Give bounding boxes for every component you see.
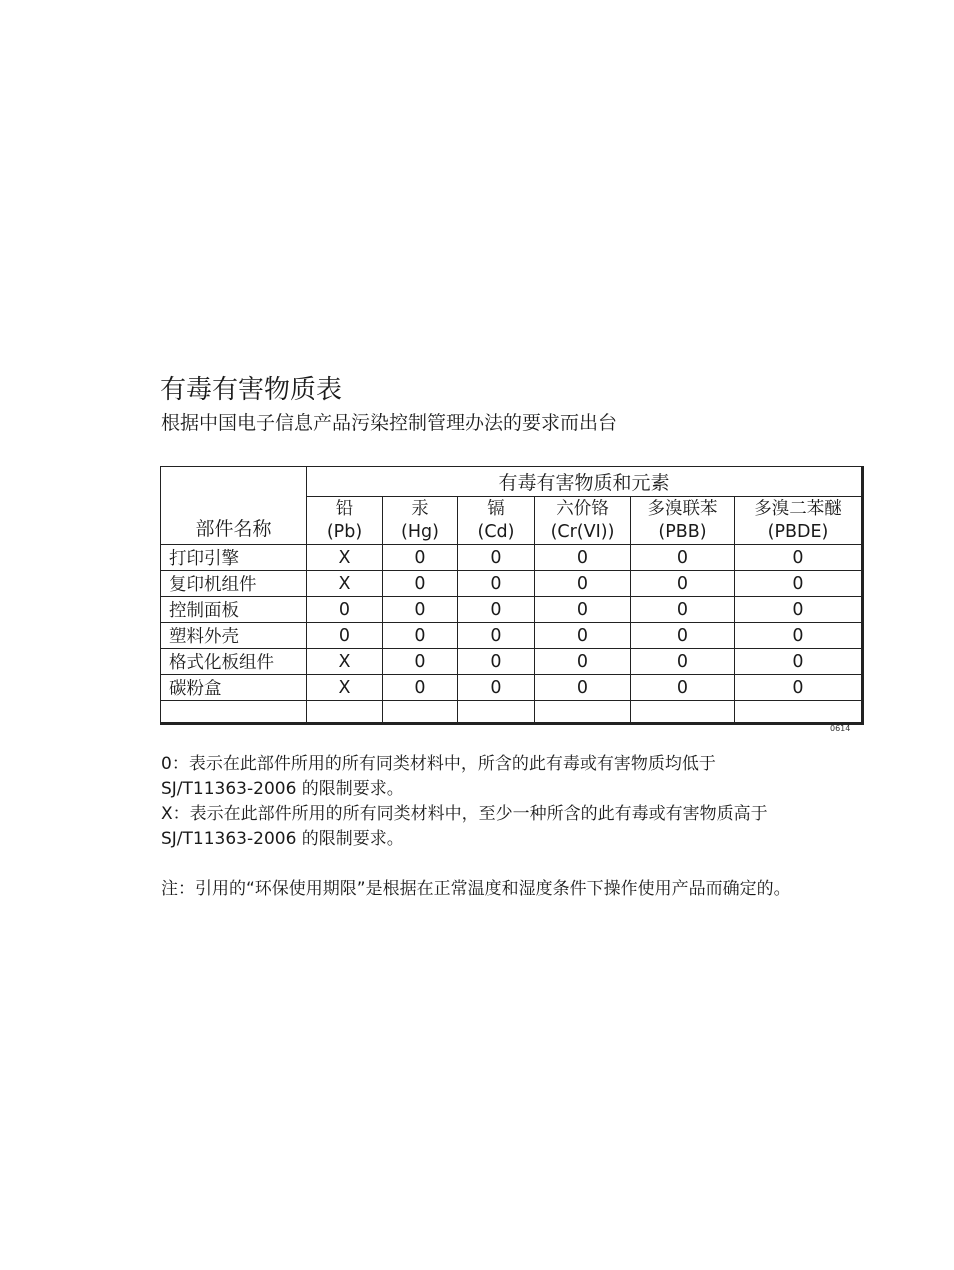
value-cell: 0 — [535, 623, 631, 649]
empty-cell — [458, 701, 535, 724]
empty-cell — [631, 701, 735, 724]
element-cn: 镉 — [487, 498, 505, 519]
value-cell: 0 — [383, 597, 458, 623]
value-cell: 0 — [631, 545, 735, 571]
element-header-pbb — [631, 497, 735, 545]
element-symbol: (PBDE) — [767, 521, 829, 542]
footnote: 注：引用的“环保使用期限”是根据在正常温度和湿度条件下操作使用产品而确定的。 — [161, 879, 791, 899]
value-cell: 0 — [458, 649, 535, 675]
header-row-group — [161, 467, 863, 497]
notes-spacer — [161, 852, 791, 877]
value-cell: 0 — [307, 597, 383, 623]
value-cell: 0 — [631, 675, 735, 701]
empty-cell — [735, 701, 863, 724]
element-header-mercury — [383, 497, 458, 545]
value-cell: 0 — [535, 545, 631, 571]
value-cell: 0 — [631, 649, 735, 675]
value-cell: 0 — [307, 623, 383, 649]
element-cn: 多溴二苯醚 — [754, 498, 842, 519]
element-symbol: (Cd) — [477, 521, 515, 542]
value-cell: 0 — [735, 675, 863, 701]
hazardous-substances-table — [160, 466, 864, 725]
value-cell: 0 — [631, 597, 735, 623]
value-cell: 0 — [458, 675, 535, 701]
part-name-cell: 塑料外壳 — [161, 623, 307, 649]
element-cn: 铅 — [335, 498, 354, 519]
empty-cell — [535, 701, 631, 724]
element-symbol: (Cr(VI)) — [550, 521, 615, 542]
page-subtitle: 根据中国电子信息产品污染控制管理办法的要求而出台 — [161, 412, 618, 434]
value-cell: 0 — [631, 571, 735, 597]
value-cell: 0 — [383, 545, 458, 571]
value-cell: 0 — [383, 675, 458, 701]
value-cell: 0 — [535, 597, 631, 623]
value-cell: 0 — [535, 675, 631, 701]
note-x-line1: X：表示在此部件所用的所有同类材料中，至少一种所含的此有毒或有害物质高于 — [161, 804, 768, 824]
table-row — [161, 571, 863, 597]
value-cell: 0 — [383, 649, 458, 675]
part-name-cell: 碳粉盒 — [161, 675, 307, 701]
value-cell: 0 — [631, 623, 735, 649]
table-row — [161, 597, 863, 623]
value-cell: 0 — [458, 597, 535, 623]
value-cell: 0 — [735, 649, 863, 675]
value-cell: 0 — [535, 649, 631, 675]
table-row — [161, 545, 863, 571]
element-header-chromium — [535, 497, 631, 545]
document-code: 0614 — [830, 724, 851, 733]
page-title: 有毒有害物质表 — [160, 375, 343, 405]
empty-cell — [161, 701, 307, 724]
element-header-pbde — [735, 497, 863, 545]
table-row — [161, 675, 863, 701]
value-cell: X — [307, 545, 383, 571]
value-cell: 0 — [735, 597, 863, 623]
part-name-cell: 复印机组件 — [161, 571, 307, 597]
element-symbol: (Hg) — [401, 521, 439, 542]
value-cell: 0 — [458, 545, 535, 571]
value-cell: 0 — [735, 545, 863, 571]
table-row — [161, 649, 863, 675]
value-cell: X — [307, 675, 383, 701]
empty-cell — [383, 701, 458, 724]
value-cell: 0 — [735, 623, 863, 649]
substances-group-header: 有毒有害物质和元素 — [307, 467, 863, 497]
part-name-header: 部件名称 — [161, 467, 307, 545]
part-name-cell: 打印引擎 — [161, 545, 307, 571]
part-name-cell: 格式化板组件 — [161, 649, 307, 675]
part-name-cell: 控制面板 — [161, 597, 307, 623]
element-cn: 六价铬 — [556, 498, 609, 519]
value-cell: X — [307, 571, 383, 597]
empty-cell — [307, 701, 383, 724]
element-header-cadmium — [458, 497, 535, 545]
value-cell: 0 — [383, 571, 458, 597]
empty-table-row — [161, 701, 863, 724]
value-cell: 0 — [535, 571, 631, 597]
element-symbol: (PBB) — [658, 521, 707, 542]
element-cn: 多溴联苯 — [647, 498, 718, 519]
value-cell: 0 — [458, 571, 535, 597]
note-x-line2: SJ/T11363-2006 的限制要求。 — [161, 829, 404, 849]
element-header-lead — [307, 497, 383, 545]
value-cell: 0 — [735, 571, 863, 597]
notes-section — [161, 752, 791, 902]
table-row — [161, 623, 863, 649]
element-cn: 汞 — [411, 498, 429, 519]
value-cell: 0 — [383, 623, 458, 649]
value-cell: 0 — [458, 623, 535, 649]
note-zero-line1: 0：表示在此部件所用的所有同类材料中，所含的此有毒或有害物质均低于 — [161, 754, 716, 774]
value-cell: X — [307, 649, 383, 675]
element-symbol: (Pb) — [326, 521, 363, 542]
note-zero-line2: SJ/T11363-2006 的限制要求。 — [161, 779, 404, 799]
